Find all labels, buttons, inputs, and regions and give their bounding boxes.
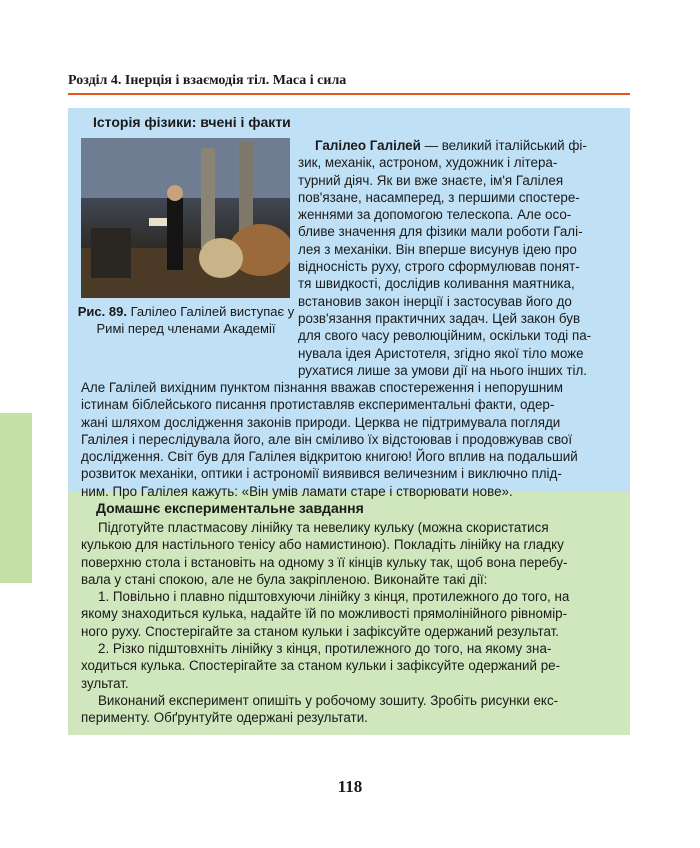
text-line: поверхню стола і встановіть на одному з її кінців кульку так, щоб вона перебу- <box>81 554 568 570</box>
header-divider <box>68 93 630 95</box>
galileo-name: Галілео Галілей <box>315 138 421 153</box>
text-line: пов'язане, насамперед, з першими спостере- <box>298 189 580 205</box>
text-line: для свого часу революційним, оскільки тоді па- <box>298 328 592 344</box>
text-line: лея з механіки. Він вперше висунув ідею про <box>298 241 577 257</box>
history-section-title: Історія фізики: вчені і факти <box>93 114 291 130</box>
text-line: розвиток механіки, оптики і астрономії виявився величезним і виключно плід- <box>81 466 562 482</box>
home-task-text <box>81 519 615 727</box>
text-line: 1. Повільно і плавно підштовхуючи лінійку з кінця, протилежного до того, на <box>98 589 570 605</box>
painting-icon <box>81 138 290 298</box>
text-line: зультат. <box>81 675 129 691</box>
text-line: ходиться кулька. Спостерігайте за станом кульки і зафіксуйте одержаний ре- <box>81 658 561 674</box>
text-line: бливе значення для фізики мали роботи Галі- <box>298 224 583 240</box>
galileo-painting-illustration <box>81 138 290 298</box>
text-line: вала у стані спокою, але не була закріпленою. Виконайте такі дії: <box>81 571 488 587</box>
chapter-header: Розділ 4. Інерція і взаємодія тіл. Маса і сила <box>68 73 347 88</box>
text-line: якому знаходиться кулька, надайте їй по можливості прямолінійного рівномір- <box>81 606 568 622</box>
text-line: Галілео Галілей — великий італійський фі- <box>315 138 587 153</box>
text-line: істинам біблейського писання протиставляв експериментальні факти, одер- <box>81 397 555 413</box>
text-line: Підготуйте пластмасову лінійку та невелику кульку (можна скористатися <box>98 520 549 535</box>
home-task-title: Домашнє експериментальне завдання <box>96 500 364 516</box>
figure-caption-label: Рис. 89. <box>77 304 127 319</box>
text-line: кулькою для настільного тенісу або намистиною). Покладіть лінійку на гладку <box>81 537 564 553</box>
text-line: 2. Різко підштовхніть лінійку з кінця, протилежного до того, на якому зна- <box>98 641 552 657</box>
text-line: жані шляхом дослідження законів природи. Церква не підтримувала погляди <box>81 414 561 430</box>
text-line: турний діяч. Як ви вже знаєте, ім'я Галілея <box>298 172 564 188</box>
text-line: ним. Про Галілея кажуть: «Він умів ламати старе і створювати нове». <box>81 483 513 499</box>
galileo-bio-continuation <box>81 379 615 500</box>
text-line: розв'язання практичних задач. Цей закон був <box>298 310 581 326</box>
side-margin-tab <box>0 413 32 583</box>
text-line: відносність руху, строго сформулював понят- <box>298 259 580 275</box>
text-line: Галілея і переслідувала його, але він сміливо їх відстоював і продовжував свої <box>81 431 573 447</box>
text-line: дослідження. Світ був для Галілея відкритою книгою! Його вплив на подальший <box>81 449 578 465</box>
text-line: нувала ідея Аристотеля, згідно якої тіло може <box>298 345 584 361</box>
text-line: рухатися лише за умови дії на нього інших тіл. <box>298 362 588 378</box>
text-line: тя швидкості, дослідив коливання маятника, <box>298 276 575 292</box>
text-line: встановив закон інерції і застосував його до <box>298 293 572 309</box>
text-line: Виконаний експеримент опишіть у робочому зошиту. Зробіть рисунки екс- <box>98 692 559 708</box>
text-line: женнями за допомогою телескопа. Але осо- <box>298 207 572 223</box>
galileo-bio-text <box>298 137 614 379</box>
text-line: ного руху. Спостерігайте за станом кульки і зафіксуйте одержаний результат. <box>81 623 560 639</box>
text-line: Але Галілей вихідним пунктом пізнання вважав спостереження і непорушним <box>81 380 563 395</box>
figure-caption <box>76 304 296 337</box>
page-number: 118 <box>337 777 363 796</box>
text-line: зик, механік, астроном, художник і літера- <box>298 155 558 171</box>
text-line: перименту. Обґрунтуйте одержані результати. <box>81 710 368 726</box>
figure-caption-text: Галілео Галілей виступає у Римі перед членами Академії <box>96 304 295 336</box>
